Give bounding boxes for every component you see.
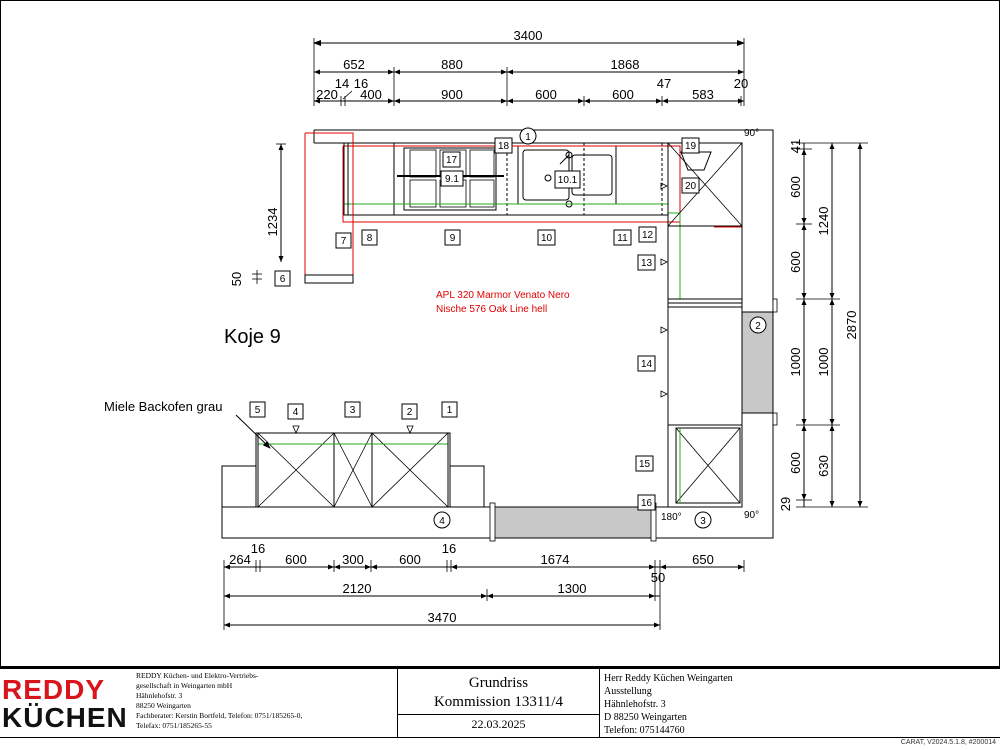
pos-10-1 bbox=[555, 171, 580, 188]
dim-top-47: 47 bbox=[656, 76, 672, 91]
wall-niche-bottom bbox=[494, 507, 654, 538]
dim-top-600a: 600 bbox=[535, 87, 557, 102]
company-line: Telefax: 0751/185265-55 bbox=[136, 721, 212, 730]
bottom-cabinet-row bbox=[222, 433, 484, 507]
svg-text:4: 4 bbox=[292, 407, 299, 418]
svg-text:8: 8 bbox=[366, 233, 373, 244]
dim-top-400: 400 bbox=[360, 87, 382, 102]
oven-note: Miele Backofen grau bbox=[104, 399, 223, 414]
dim-bottom-50: 50 bbox=[650, 570, 666, 585]
pos-3 bbox=[345, 402, 360, 417]
dim-bottom-264: 264 bbox=[229, 552, 251, 567]
pos-6 bbox=[275, 271, 290, 286]
dim-bottom-2120: 2120 bbox=[342, 581, 372, 596]
dim-bottom-1674: 1674 bbox=[540, 552, 570, 567]
worktop-note: APL 320 Marmor Venato Nero bbox=[436, 290, 570, 301]
svg-text:13: 13 bbox=[640, 258, 653, 269]
svg-text:17: 17 bbox=[445, 155, 458, 166]
dim-top-14: 14 bbox=[334, 76, 350, 91]
pos-5 bbox=[250, 402, 265, 417]
pos-7 bbox=[336, 233, 351, 248]
company-logo bbox=[0, 669, 133, 737]
dim-bottom-600a: 600 bbox=[285, 552, 307, 567]
dim-right-1000b: 1000 bbox=[816, 347, 831, 377]
dim-top-20: 20 bbox=[733, 76, 749, 91]
client-address bbox=[602, 669, 1000, 737]
company-line: Fachberater: Kerstin Bortfeld, Telefon: 0751/185265-0, bbox=[136, 711, 303, 720]
pos-9 bbox=[445, 230, 460, 245]
company-address bbox=[136, 669, 398, 737]
room-label: Koje 9 bbox=[224, 326, 281, 348]
drawing-date: 22.03.2025 bbox=[471, 717, 526, 731]
pos-13 bbox=[638, 255, 655, 270]
dim-right-2870: 2870 bbox=[844, 310, 859, 340]
svg-text:7: 7 bbox=[340, 236, 347, 247]
drawing-title-cell bbox=[398, 669, 600, 737]
pos-1 bbox=[442, 402, 457, 417]
niche-cap-top bbox=[773, 299, 777, 312]
dim-top-total: 3400 bbox=[513, 28, 543, 43]
niche-post-left bbox=[490, 503, 495, 541]
pos-20 bbox=[682, 178, 699, 193]
svg-text:15: 15 bbox=[638, 459, 651, 470]
company-line: gesellschaft in Weingarten mbH bbox=[136, 681, 233, 690]
dim-right-29: 29 bbox=[778, 496, 793, 512]
niche-note: Nische 576 Oak Line hell bbox=[436, 304, 548, 315]
dim-bottom-3470: 3470 bbox=[427, 610, 457, 625]
svg-text:2: 2 bbox=[755, 321, 761, 332]
svg-text:10.1: 10.1 bbox=[557, 175, 578, 186]
dim-right-600a: 600 bbox=[788, 176, 803, 198]
svg-text:2: 2 bbox=[406, 407, 413, 418]
angle-bottom-right: 90° bbox=[744, 510, 760, 521]
client-line: Ausstellung bbox=[604, 686, 652, 697]
svg-text:11: 11 bbox=[617, 233, 628, 244]
dim-top-600b: 600 bbox=[612, 87, 634, 102]
niche-cap-bottom bbox=[773, 413, 777, 425]
dim-bottom-16b: 16 bbox=[441, 541, 457, 556]
dim-top-583: 583 bbox=[692, 87, 714, 102]
drawing-title: Grundriss bbox=[468, 675, 529, 691]
dim-bottom-300: 300 bbox=[342, 552, 364, 567]
svg-text:19: 19 bbox=[684, 141, 697, 152]
svg-text:1: 1 bbox=[446, 405, 453, 416]
company-line: 88250 Weingarten bbox=[136, 701, 191, 710]
dim-top-row2-1: 652 bbox=[343, 57, 365, 72]
svg-text:20: 20 bbox=[684, 181, 697, 192]
dim-left-1234: 1234 bbox=[265, 207, 280, 237]
dim-left-50: 50 bbox=[229, 271, 244, 287]
dim-bottom-600b: 600 bbox=[399, 552, 421, 567]
pos-17 bbox=[443, 152, 460, 167]
dim-right-41: 41 bbox=[788, 138, 803, 154]
dim-top-900: 900 bbox=[441, 87, 463, 102]
svg-text:18: 18 bbox=[497, 141, 510, 152]
svg-text:3: 3 bbox=[349, 405, 356, 416]
dim-bottom-650: 650 bbox=[692, 552, 714, 567]
svg-text:3: 3 bbox=[700, 516, 706, 527]
commission-number: Kommission 13311/4 bbox=[398, 692, 599, 715]
client-line: D 88250 Weingarten bbox=[604, 712, 687, 723]
pos-16 bbox=[638, 495, 655, 510]
angle-top-right: 90° bbox=[744, 128, 760, 139]
right-cabinet-column bbox=[668, 226, 742, 507]
dim-top-row2-3: 1868 bbox=[610, 57, 640, 72]
pos-9-1 bbox=[441, 171, 463, 186]
wall-1 bbox=[520, 128, 536, 144]
pos-19 bbox=[682, 138, 699, 153]
svg-text:9.1: 9.1 bbox=[445, 174, 459, 185]
dim-right-600b: 600 bbox=[788, 251, 803, 273]
pos-12 bbox=[639, 227, 656, 242]
title-block bbox=[0, 667, 1000, 738]
dim-right-1240: 1240 bbox=[816, 206, 831, 236]
pos-14 bbox=[638, 356, 655, 371]
dim-top-16: 16 bbox=[353, 76, 369, 91]
bottom-dimensions bbox=[224, 560, 744, 630]
dim-right-1000a: 1000 bbox=[788, 347, 803, 377]
svg-text:12: 12 bbox=[641, 230, 654, 241]
top-cabinet-row bbox=[305, 133, 742, 299]
wall-2 bbox=[750, 317, 766, 333]
oven-pointer bbox=[236, 415, 270, 448]
dim-bottom-16a: 16 bbox=[250, 541, 266, 556]
angle-bottom-niche: 180° bbox=[661, 512, 682, 523]
svg-text:1: 1 bbox=[525, 132, 531, 143]
svg-text:6: 6 bbox=[279, 274, 286, 285]
client-line: Hähnlehofstr. 3 bbox=[604, 699, 666, 710]
svg-text:10: 10 bbox=[540, 233, 553, 244]
wall-3 bbox=[695, 512, 711, 528]
svg-text:5: 5 bbox=[254, 405, 261, 416]
pos-2 bbox=[402, 404, 417, 419]
pos-8 bbox=[362, 230, 377, 245]
pos-18 bbox=[495, 138, 512, 153]
client-line: Herr Reddy Küchen Weingarten bbox=[604, 673, 733, 684]
pos-15 bbox=[636, 456, 653, 471]
logo-reddy: REDDY bbox=[2, 674, 106, 705]
dim-top-row2-2: 880 bbox=[441, 57, 463, 72]
svg-text:16: 16 bbox=[640, 498, 653, 509]
dim-top-220: 220 bbox=[316, 87, 338, 102]
software-version: CARAT, V2024.5.1.8, #200014 bbox=[900, 739, 996, 746]
company-line: Hähnlehofstr. 3 bbox=[136, 691, 183, 700]
dim-right-630: 630 bbox=[816, 455, 831, 477]
dim-bottom-1300: 1300 bbox=[557, 581, 587, 596]
logo-kuechen: KÜCHEN bbox=[2, 702, 128, 733]
wall-4 bbox=[434, 512, 450, 528]
svg-text:4: 4 bbox=[439, 516, 445, 527]
svg-text:9: 9 bbox=[449, 233, 456, 244]
pos-11 bbox=[614, 230, 631, 245]
pos-10 bbox=[538, 230, 555, 245]
dim-right-600c: 600 bbox=[788, 452, 803, 474]
pos-4 bbox=[288, 404, 303, 419]
company-line: REDDY Küchen- und Elektro-Vertriebs- bbox=[136, 671, 259, 680]
svg-text:14: 14 bbox=[640, 359, 653, 370]
client-line: Telefon: 075144760 bbox=[604, 725, 685, 736]
